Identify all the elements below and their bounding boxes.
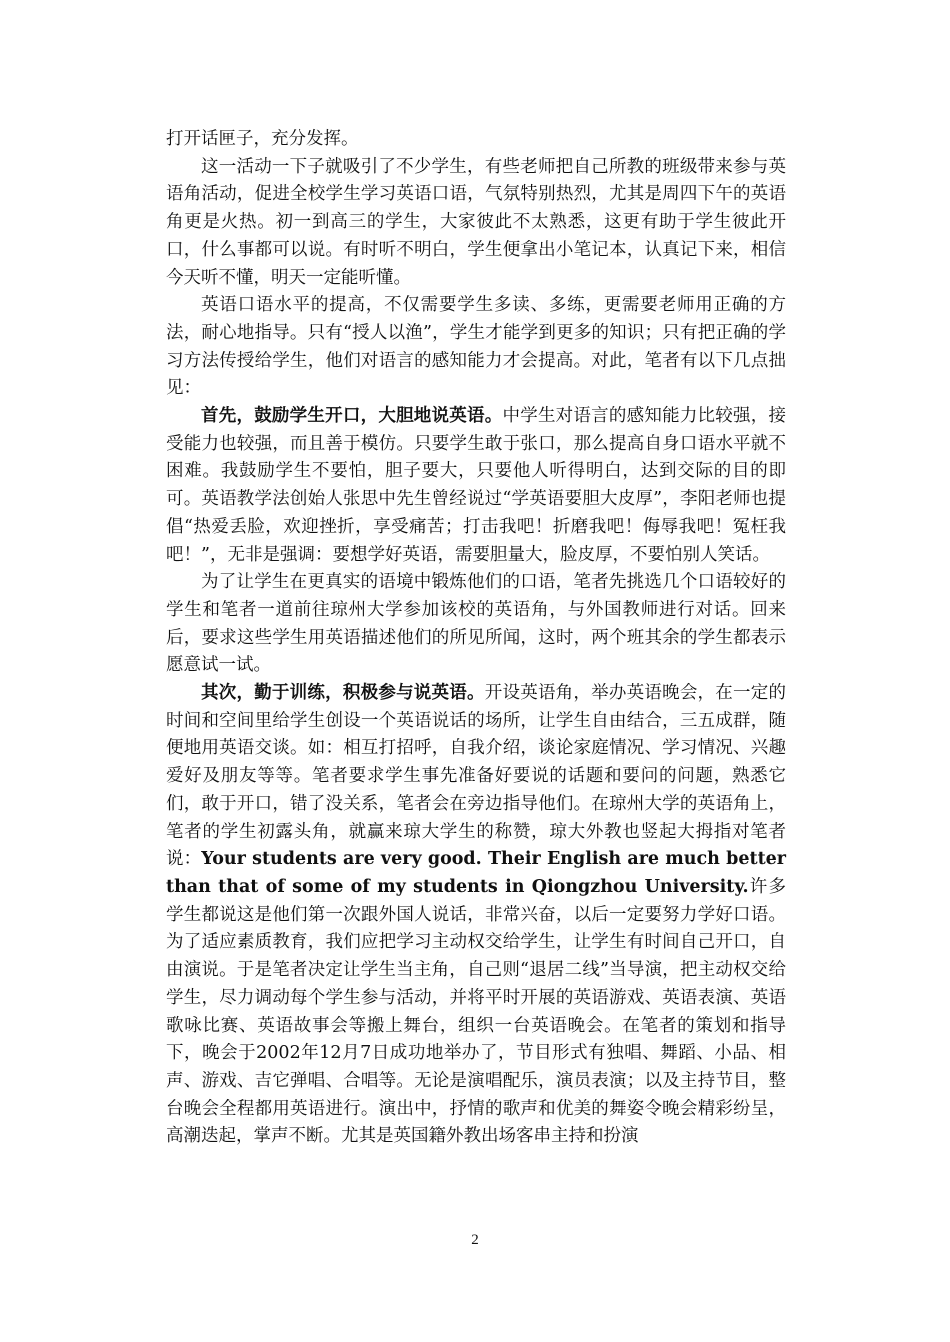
paragraph-text: 英语口语水平的提高，不仅需要学生多读、多练，更需要老师用正确的方法，耐心地指导。只有“授人以渔”，学生才能学到更多的知识；只有把正确的学习方法传授给学生，他们对语言的感知能力才会提高。对此，笔者有以下几点拙见： bbox=[166, 295, 786, 399]
paragraph-text: 为了让学生在更真实的语境中锻炼他们的口语，笔者先挑选几个口语较好的学生和笔者一道前往琼州大学参加该校的英语角，与外国教师进行对话。回来后，要求这些学生用英语描述他们的所见所闻，这时，两个班其余的学生都表示愿意试一试。 bbox=[166, 572, 786, 676]
paragraph-text: 这一活动一下子就吸引了不少学生，有些老师把自己所教的班级带来参与英语角活动，促进全校学生学习英语口语，气氛特别热烈，尤其是周四下午的英语角更是火热。初一到高三的学生，大家彼此不太熟悉，这更有助于学生彼此开口，什么事都可以说。有时听不明白，学生便拿出小笔记本，认真记下来，相信今天听不懂，明天一定能听懂。 bbox=[166, 156, 786, 288]
english-quote: Your students are very good. Their English are much better than that of some of my students in Qiongzhou University. bbox=[166, 849, 787, 897]
page-number: 2 bbox=[471, 1232, 479, 1248]
paragraph-lead-heading: 首先，鼓励学生开口，大胆地说英语。 bbox=[201, 406, 503, 427]
paragraph-tail-text: 许多学生都说这是他们第一次跟外国人说话，非常兴奋，以后一定要努力学好口语。为了适应素质教育，我们应把学习主动权交给学生，让学生有时间自己开口，自由演说。于是笔者决定让学生当主角，自己则“退居二线”当导演，把主动权交给学生，尽力调动每个学生参与活动，并将平时开展的英语游戏、英语表演、英语歌咏比赛、英语故事会等搬上舞台，组织一台英语晚会。在笔者的策划和指导下，晚会于2002年12月7日成功地举办了，节目形式有独唱、舞蹈、小品、相声、游戏、吉它弹唱、合唱等。无论是演唱配乐，演员表演；以及主持节目，整台晚会全程都用英语进行。演出中，抒情的歌声和优美的舞姿令晚会精彩纷呈，高潮迭起，掌声不断。尤其是英国籍外教出场客串主持和扮演 bbox=[166, 876, 787, 1147]
paragraph-method-guidance bbox=[166, 292, 786, 403]
paragraph-real-context bbox=[166, 569, 786, 680]
paragraph-text: 打开话匣子，充分发挥。 bbox=[166, 129, 359, 149]
paragraph-text: 中学生对语言的感知能力比较强，接受能力也较强，而且善于模仿。只要学生敢于张口，那么提高自身口语水平就不困难。我鼓励学生不要怕，胆子要大，只要他人听得明白，达到交际的目的即可。英语教学法创始人张思中先生曾经说过“学英语要胆大皮厚”，李阳老师也提倡“热爱丢脸，欢迎挫折，享受痛苦；打击我吧！折磨我吧！侮辱我吧！冤枉我吧！”，无非是强调：要想学好英语，需要胆量大，脸皮厚，不要怕别人笑话。 bbox=[166, 406, 786, 565]
paragraph-first-point bbox=[166, 403, 786, 569]
paragraph-text: 开设英语角，举办英语晚会，在一定的时间和空间里给学生创设一个英语说话的场所，让学生自由结合，三五成群，随便地用英语交谈。如：相互打招呼，自我介绍，谈论家庭情况、学习情况、兴趣爱好及朋友等等。笔者要求学生事先准备好要说的话题和要问的问题，熟悉它们，敢于开口，错了没关系，笔者会在旁边指导他们。在琼州大学的英语角上，笔者的学生初露头角，就赢来琼大学生的称赞，琼大外教也竖起大拇指对笔者说： bbox=[166, 683, 786, 870]
paragraph-continuation bbox=[166, 126, 786, 154]
document-body bbox=[166, 126, 786, 1151]
paragraph-lead-heading: 其次，勤于训练，积极参与说英语。 bbox=[201, 683, 485, 704]
paragraph-second-point bbox=[166, 680, 786, 1151]
paragraph-activity-attraction bbox=[166, 154, 786, 293]
